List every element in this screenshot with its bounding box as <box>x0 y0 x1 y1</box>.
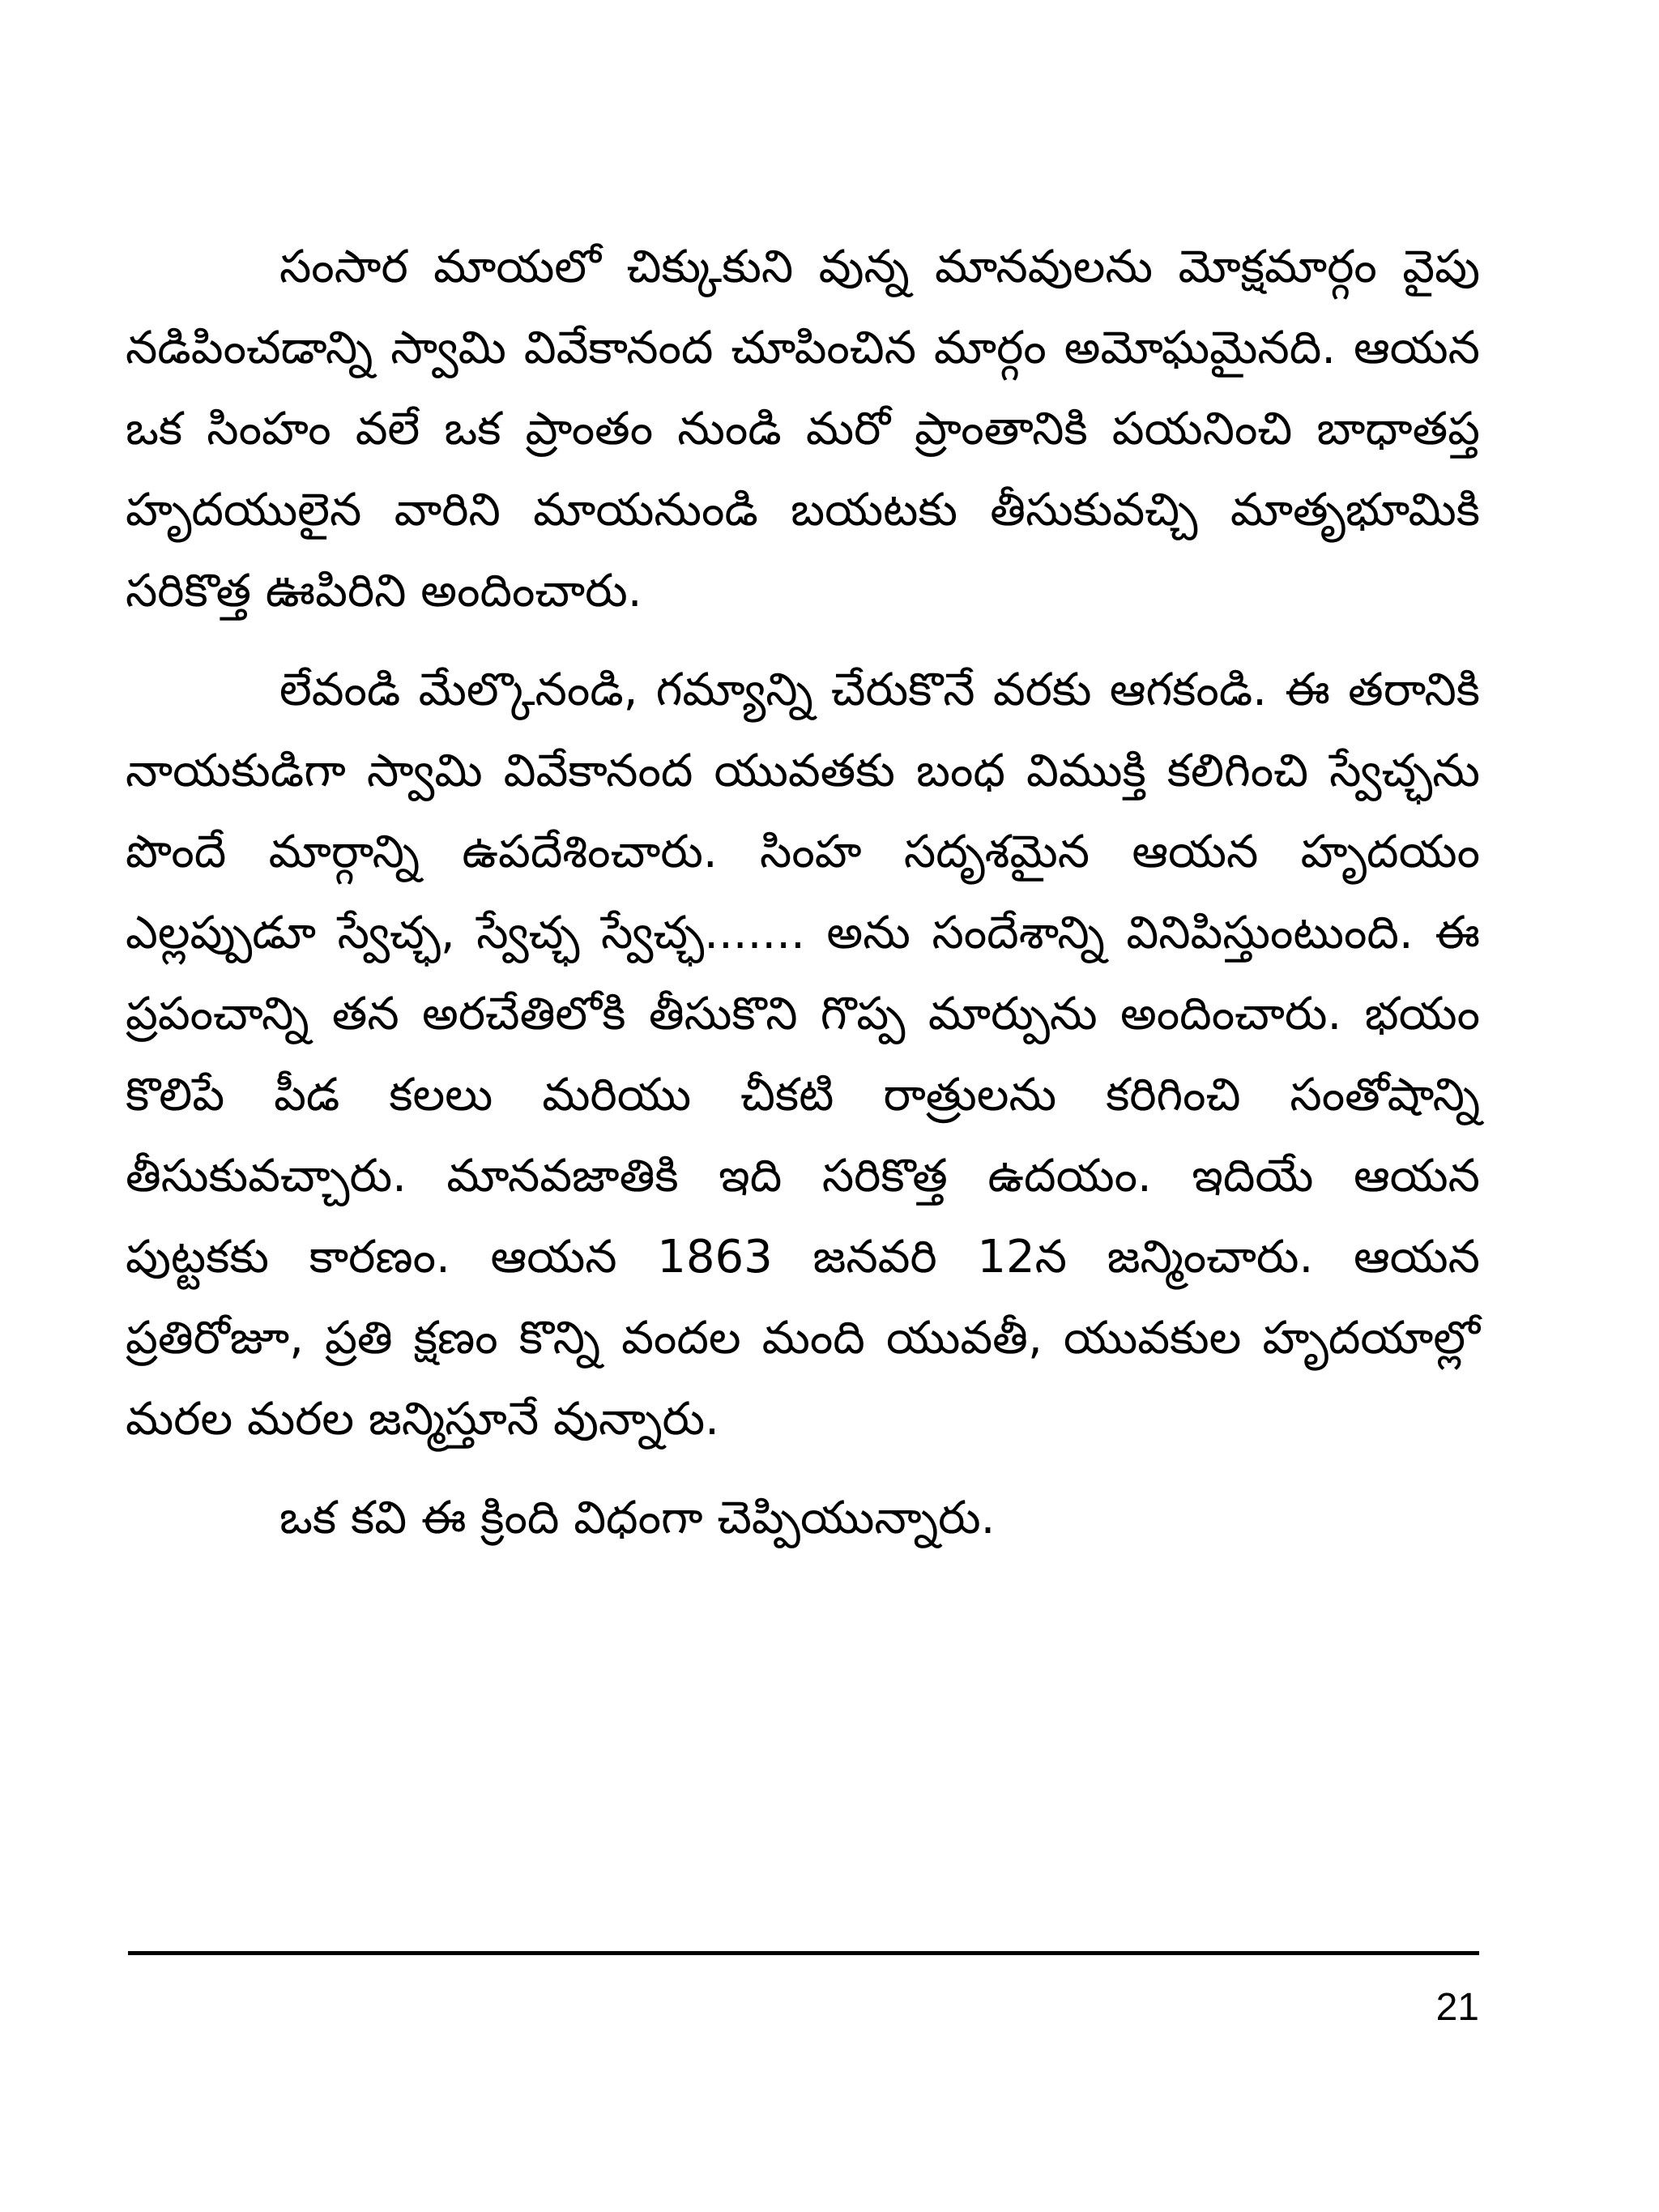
paragraph-2: లేవండి మేల్కొనండి, గమ్యాన్ని చేరుకొనే వరకు ఆగకండి. ఈ తరానికి నాయకుడిగా స్వామి వివేకానంద యువతకు బంధ విముక్తి కలిగించి స్వేచ్ఛను పొందే మార్గాన్ని ఉపదేశించారు. సింహ సదృశమైన ఆయన హృదయం ఎల్లప్పుడూ స్వేచ్ఛ, స్వేచ్ఛ స్వేచ్ఛ....... అను సందేశాన్ని వినిపిస్తుంటుంది. ఈ ప్రపంచాన్ని తన అరచేతిలోకి తీసుకొని గొప్ప మార్పును అందించారు. భయం కొలిపే పీడ కలలు మరియు చీకటి రాత్రులను కరిగించి సంతోషాన్ని తీసుకువచ్చారు. మానవజాతికి ఇది సరికొత్త ఉదయం. ఇదియే ఆయన పుట్టకకు కారణం. ఆయన 1863 జనవరి 12న జన్మించారు. ఆయన ప్రతిరోజూ, ప్రతి క్షణం కొన్ని వందల మంది యువతీ, యువకుల హృదయాల్లో మరల మరల జన్మిస్తూనే వున్నారు. <box>126 664 1480 1445</box>
body-text <box>126 227 1480 1559</box>
page-number: 21 <box>1435 1986 1479 2029</box>
footer-divider <box>128 1951 1479 1955</box>
paragraph-1: సంసార మాయలో చిక్కుకుని వున్న మానవులను మోక్షమార్గం వైపు నడిపించడాన్ని స్వామి వివేకానంద చూపించిన మార్గం అమోఘమైనది. ఆయన ఒక సింహం వలే ఒక ప్రాంతం నుండి మరో ప్రాంతానికి పయనించి బాధాతప్త హృదయులైన వారిని మాయనుండి బయటకు తీసుకువచ్చి మాతృభూమికి సరికొత్త ఊపిరిని అందించారు. <box>126 241 1480 617</box>
paragraph-3: ఒక కవి ఈ క్రింది విధంగా చెప్పియున్నారు. <box>279 1492 996 1544</box>
